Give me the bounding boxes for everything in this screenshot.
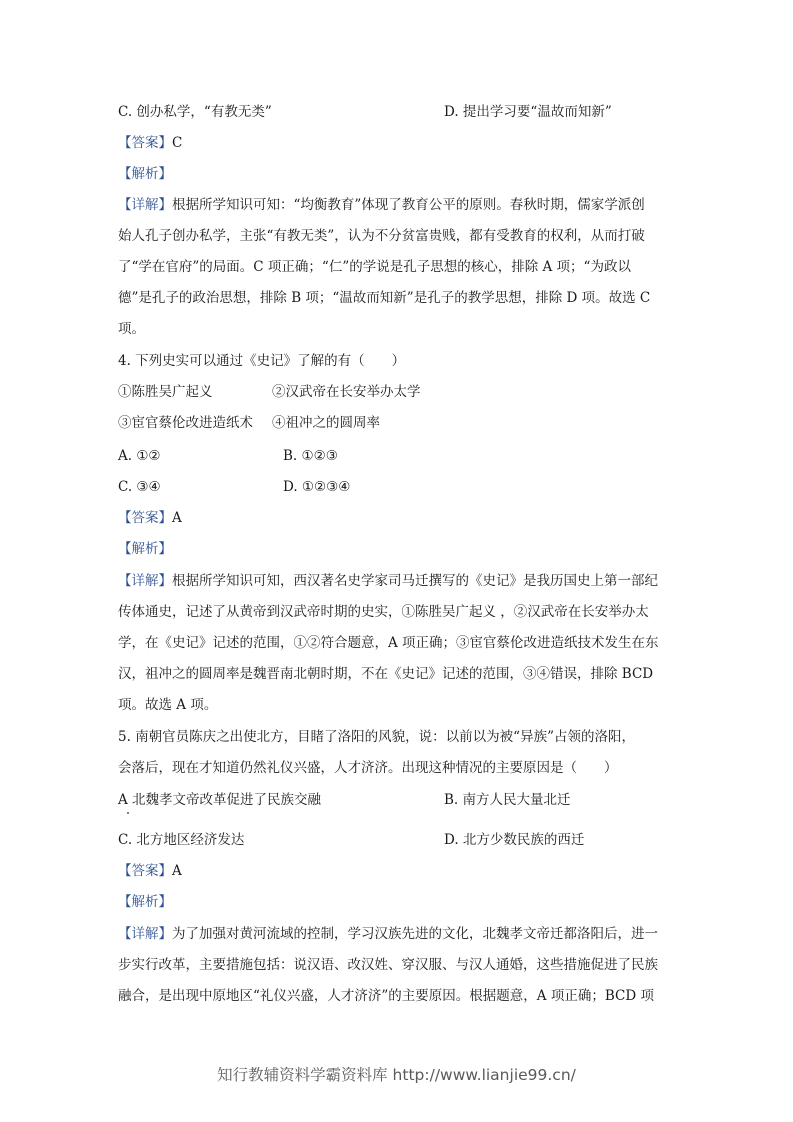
- q5-option-c: C. 北方地区经济发达: [118, 832, 245, 848]
- q3-detail-line-1: [118, 195, 645, 215]
- q5-option-b: B. 南方人民大量北迁: [444, 792, 571, 808]
- q4-question: 4. 下列史实可以通过《史记》了解的有（ ）: [118, 353, 406, 369]
- q4-detail-line-5: 项。故选 A 项。: [118, 697, 218, 713]
- q5-answer: [118, 861, 182, 881]
- q5-question-line-1: 5. 南朝官员陈庆之出使北方，目睹了洛阳的风貌，说：以前以为被“异族”占领的洛阳，: [118, 729, 635, 745]
- footer-watermark: 知行教辅资料学霸资料库 http://www.lianjie99.cn/: [217, 1066, 576, 1084]
- q4-detail-line-1: [118, 571, 658, 591]
- q3-option-d: D. 提出学习要“温故而知新”: [444, 104, 612, 120]
- detail-tag: 【详解】: [118, 197, 172, 213]
- detail-text: 根据所学知识可知：“均衡教育”体现了教育公平的原则。春秋时期，儒家学派创: [172, 197, 645, 213]
- answer-tag: 【答案】: [118, 863, 172, 879]
- answer-value: A: [172, 863, 182, 879]
- q3-option-c: C. 创办私学，“有教无类”: [118, 104, 272, 120]
- q3-detail-line-2: 始人孔子创办私学，主张“有教无类”，认为不分贫富贵贱，都有受教育的权利，从而打破: [118, 228, 645, 244]
- answer-value: C: [172, 135, 183, 151]
- q3-detail-line-5: 项。: [118, 321, 145, 337]
- q3-detail-line-3: 了“学在官府”的局面。C 项正确；“仁”的学说是孔子思想的核心，排除 A 项；“为政以: [118, 259, 631, 275]
- q4-item-3: ③宦官蔡伦改进造纸术: [118, 415, 253, 431]
- q4-answer: [118, 508, 182, 528]
- detail-tag: 【详解】: [118, 926, 172, 942]
- q3-detail-line-4: 德”是孔子的政治思想，排除 B 项；“温故而知新”是孔子的教学思想，排除 D 项。故选 C: [118, 290, 651, 306]
- q4-item-1: ①陈胜吴广起义: [118, 384, 213, 400]
- q5-option-d: D. 北方少数民族的西迁: [444, 832, 585, 848]
- q4-option-c: C. ③④: [118, 479, 161, 495]
- q5-detail-line-1: [118, 924, 658, 944]
- q3-answer: [118, 133, 182, 153]
- answer-value: A: [172, 510, 182, 526]
- q5-question-line-2: 会落后，现在才知道仍然礼仪兴盛，人才济济。出现这种情况的主要原因是（ ）: [118, 760, 618, 776]
- answer-tag: 【答案】: [118, 135, 172, 151]
- detail-text: 根据所学知识可知，西汉著名史学家司马迁撰写的《史记》是我历国史上第一部纪: [172, 573, 658, 589]
- q4-analysis-tag: 【解析】: [118, 541, 172, 557]
- detail-tag: 【详解】: [118, 573, 172, 589]
- q5-analysis-tag: 【解析】: [118, 894, 172, 910]
- q4-item-4: ④祖冲之的圆周率: [272, 415, 380, 431]
- q4-option-a: A. ①②: [118, 448, 161, 464]
- q5-detail-line-3: 融合，是出现中原地区“礼仪兴盛，人才济济”的主要原因。根据题意，A 项正确；BCD 项: [118, 988, 654, 1004]
- q4-option-b: B. ①②③: [283, 448, 338, 464]
- stray-mark: [127, 812, 129, 814]
- q5-option-a: A 北魏孝文帝改革促进了民族交融: [118, 792, 322, 808]
- answer-tag: 【答案】: [118, 510, 172, 526]
- q4-option-d: D. ①②③④: [283, 479, 351, 495]
- q5-detail-line-2: 步实行改革，主要措施包括：说汉语、改汉姓、穿汉服、与汉人通婚，这些措施促进了民族: [118, 957, 658, 973]
- detail-text: 为了加强对黄河流域的控制，学习汉族先进的文化，北魏孝文帝迁都洛阳后，进一: [172, 926, 658, 942]
- q4-detail-line-4: 汉，祖冲之的圆周率是魏晋南北朝时期，不在《史记》记述的范围，③④错误，排除 BCD: [118, 666, 654, 682]
- q4-detail-line-3: 学，在《史记》记述的范围，①②符合题意，A 项正确；③宦官蔡伦改进造纸技术发生在东: [118, 635, 659, 651]
- q4-detail-line-2: 传体通史，记述了从黄帝到汉武帝时期的史实，①陈胜吴广起义 ，②汉武帝在长安举办太: [118, 604, 649, 620]
- q3-analysis-tag: 【解析】: [118, 166, 172, 182]
- q4-item-2: ②汉武帝在长安举办太学: [272, 384, 421, 400]
